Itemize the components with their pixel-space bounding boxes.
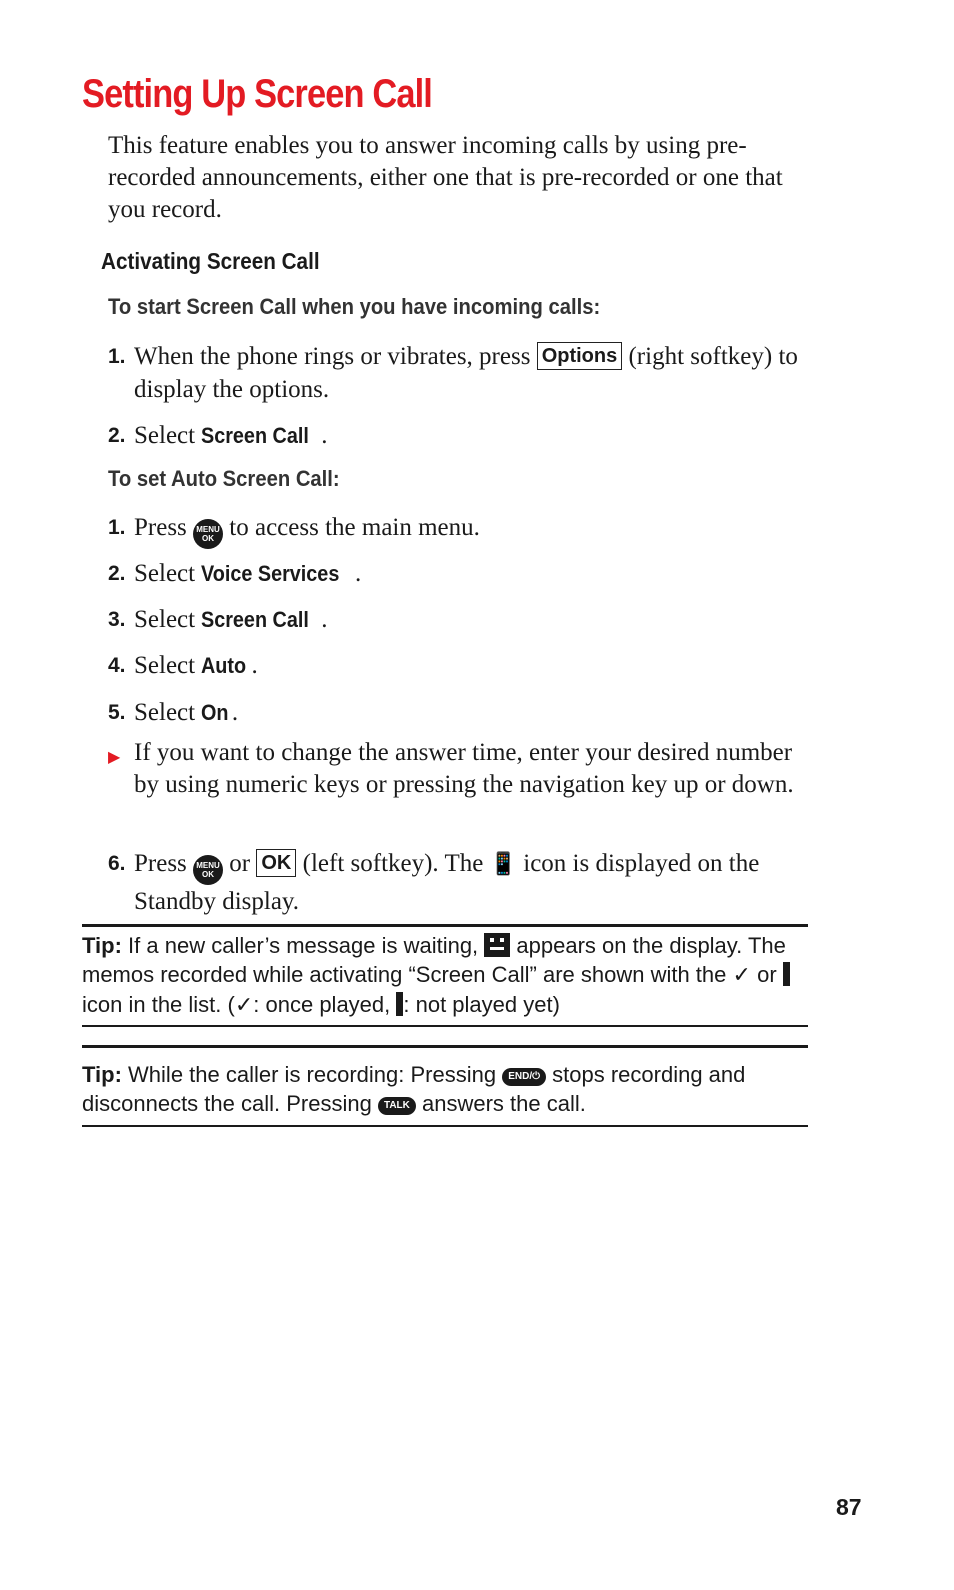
intro-paragraph: This feature enables you to answer incoming calls by using pre-recorded announcements, either one that is pre-recorded or one that you record. bbox=[108, 132, 783, 223]
auto-step-2 bbox=[108, 557, 808, 590]
played-check-icon: ✓ bbox=[732, 963, 751, 988]
step-text: Select bbox=[134, 606, 196, 633]
step-text: (right softkey) to display the options. bbox=[134, 343, 798, 403]
step-number: 2. bbox=[108, 562, 126, 585]
step-text: Press bbox=[134, 850, 187, 877]
tip-1: Tip: If a new caller’s message is waiting, appears on the display. The memos recorded while activating “Screen Call” are shown with the ✓ or icon in the list. (✓: once played, : not played yet) bbox=[82, 931, 808, 1020]
step-text: Select bbox=[134, 699, 196, 726]
step-text: Press bbox=[134, 514, 187, 541]
menu-ok-key-icon: MENU OK bbox=[193, 855, 223, 885]
step-number: 3. bbox=[108, 608, 126, 631]
step-number: 1. bbox=[108, 516, 126, 539]
step-number: 6. bbox=[108, 852, 126, 875]
section-heading: Activating Screen Call bbox=[101, 248, 320, 274]
bullet-text: If you want to change the answer time, enter your desired number by using numeric keys or pressing the navigation key up or down. bbox=[134, 739, 794, 798]
bullet-arrow-icon: ▶ bbox=[108, 747, 121, 766]
ok-softkey: OK bbox=[256, 849, 296, 877]
new-message-icon bbox=[484, 933, 510, 957]
auto-bullet bbox=[108, 737, 808, 801]
step-text: . bbox=[321, 606, 328, 633]
tip2-bottom-rule bbox=[82, 1125, 808, 1127]
menu-option: On bbox=[201, 700, 229, 725]
incoming-step-2 bbox=[108, 419, 808, 452]
tip1-top-rule bbox=[82, 924, 808, 927]
step-text: icon is displayed on the Standby display. bbox=[134, 850, 760, 915]
menu-option: Auto bbox=[201, 653, 247, 678]
tip-label: Tip: bbox=[82, 933, 122, 958]
step-text: . bbox=[251, 652, 258, 679]
step-text: When the phone rings or vibrates, press bbox=[134, 343, 531, 370]
page-number: 87 bbox=[836, 1494, 862, 1520]
step-text: to access the main menu. bbox=[229, 514, 480, 541]
step-text: Select bbox=[134, 652, 196, 679]
tip2-top-rule bbox=[82, 1045, 808, 1048]
talk-key-icon: TALK bbox=[378, 1097, 416, 1115]
step-text: . bbox=[355, 560, 362, 587]
page-title: Setting Up Screen Call bbox=[82, 72, 433, 116]
unplayed-icon bbox=[783, 962, 790, 986]
auto-screen-call-heading: To set Auto Screen Call: bbox=[108, 466, 340, 491]
step-number: 4. bbox=[108, 654, 126, 677]
step-text: Select bbox=[134, 422, 196, 449]
tip-2: Tip: While the caller is recording: Pressing END/⏻ stops recording and disconnects the call. Pressing TALK answers the call. bbox=[82, 1062, 746, 1116]
auto-step-4 bbox=[108, 649, 808, 682]
step-text: or bbox=[229, 850, 251, 877]
step-number: 5. bbox=[108, 701, 126, 724]
step-number: 2. bbox=[108, 424, 126, 447]
screen-call-icon: 📱 bbox=[489, 852, 518, 877]
menu-option: Screen Call bbox=[201, 607, 310, 632]
step-text: . bbox=[321, 422, 328, 449]
tip1-bottom-rule bbox=[82, 1025, 808, 1027]
incoming-calls-heading: To start Screen Call when you have incoming calls: bbox=[108, 294, 601, 319]
end-key-icon: END/⏻ bbox=[502, 1068, 546, 1086]
menu-option: Screen Call bbox=[201, 423, 310, 448]
incoming-step-1 bbox=[108, 340, 808, 406]
auto-step-6 bbox=[108, 847, 808, 918]
auto-step-5 bbox=[108, 696, 808, 729]
auto-step-1 bbox=[108, 511, 808, 549]
menu-option: Voice Services bbox=[201, 561, 340, 586]
played-check-icon: ✓ bbox=[234, 993, 254, 1018]
step-text: (left softkey). The bbox=[302, 850, 484, 877]
menu-ok-key-icon: MENU OK bbox=[193, 519, 223, 549]
step-text: . bbox=[231, 699, 239, 726]
tip-label: Tip: bbox=[82, 1062, 122, 1087]
options-softkey: Options bbox=[537, 342, 623, 370]
step-number: 1. bbox=[108, 345, 126, 368]
auto-step-3 bbox=[108, 603, 808, 636]
step-text: Select bbox=[134, 560, 196, 587]
